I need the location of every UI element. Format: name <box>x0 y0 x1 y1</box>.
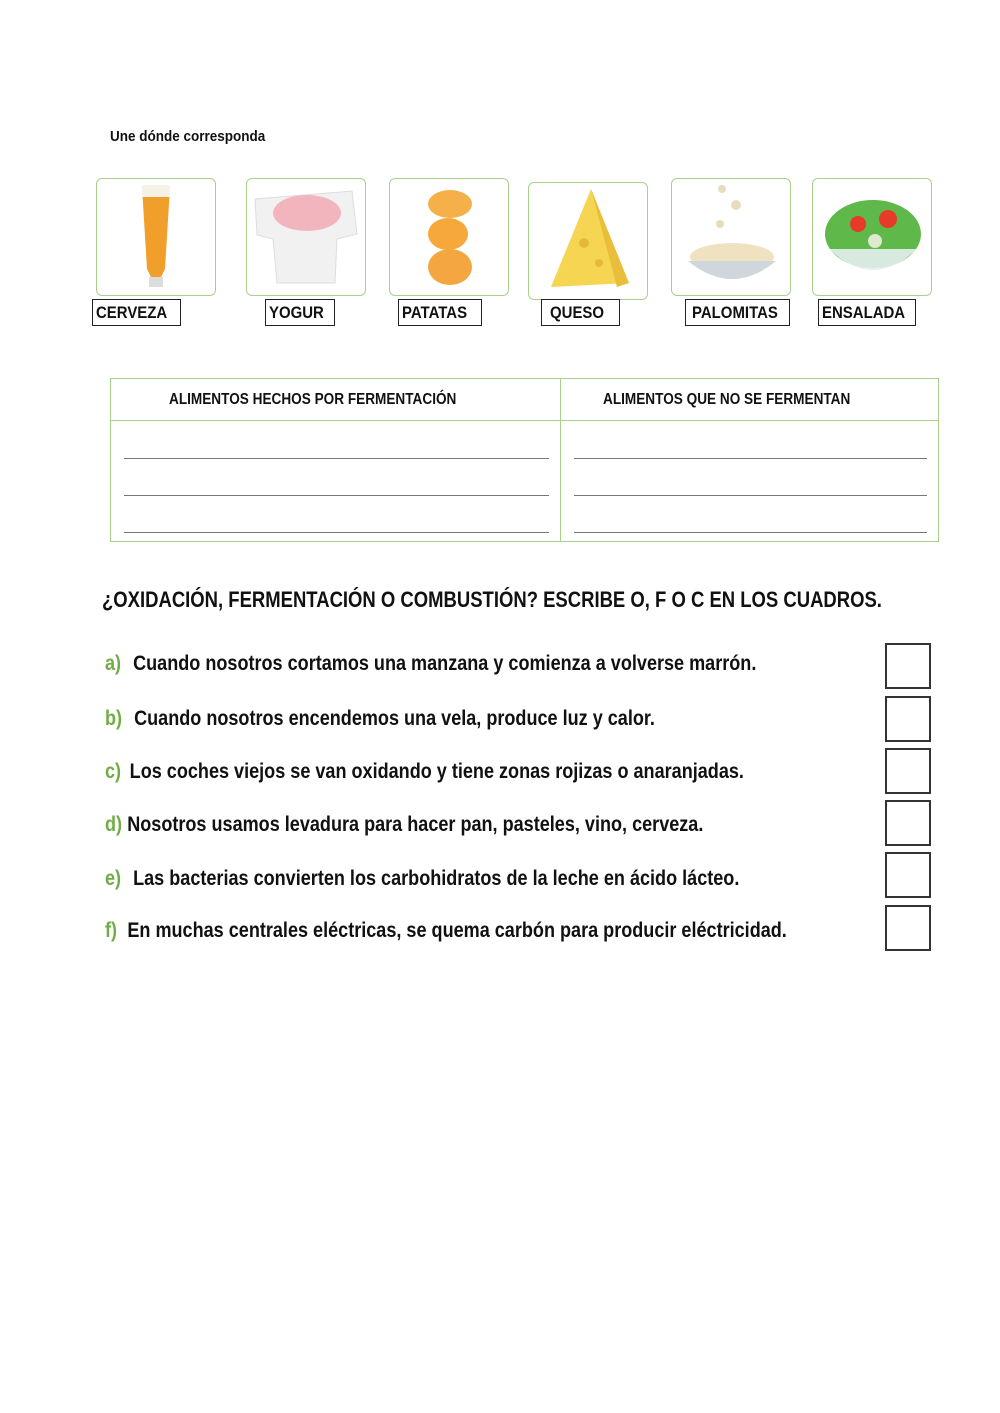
answer-box-f[interactable] <box>885 905 931 951</box>
beer-image-card <box>96 178 216 296</box>
question-d: d) Nosotros usamos levadura para hacer pan, pasteles, vino, cerveza. <box>105 813 704 836</box>
answer-box-a[interactable] <box>885 643 931 689</box>
question-c: c) Los coches viejos se van oxidando y tiene zonas rojizas o anaranjadas. <box>105 760 744 783</box>
label-palomitas[interactable]: PALOMITAS <box>685 299 790 326</box>
fermented-answer-line-1[interactable] <box>124 422 549 459</box>
question-b: b) Cuando nosotros encendemos una vela, produce luz y calor. <box>105 707 655 730</box>
header-fermented: ALIMENTOS HECHOS POR FERMENTACIÓN <box>111 379 561 421</box>
fermented-answer-line-3[interactable] <box>124 496 549 533</box>
popcorn-icon <box>672 179 790 295</box>
not-fermented-answer-line-1[interactable] <box>574 422 927 459</box>
fermented-answer-line-2[interactable] <box>124 459 549 496</box>
label-yogur[interactable]: YOGUR <box>265 299 335 326</box>
answer-box-d[interactable] <box>885 800 931 846</box>
yogurt-image-card <box>246 178 366 296</box>
question-a: a) Cuando nosotros cortamos una manzana y comienza a volverse marrón. <box>105 652 757 675</box>
cheese-image-card <box>528 182 648 300</box>
label-patatas[interactable]: PATATAS <box>398 299 482 326</box>
question-e: e) Las bacterias convierten los carbohidratos de la leche en ácido lácteo. <box>105 867 740 890</box>
not-fermented-column <box>560 421 938 542</box>
label-queso[interactable]: QUESO <box>541 299 620 326</box>
question-f: f) En muchas centrales eléctricas, se quema carbón para producir eléctricidad. <box>105 919 787 942</box>
fermented-column <box>111 421 561 542</box>
instruction-text: Une dónde corresponda <box>110 128 266 145</box>
classification-table <box>110 378 939 542</box>
label-cerveza[interactable]: CERVEZA <box>92 299 181 326</box>
answer-box-c[interactable] <box>885 748 931 794</box>
section-title: ¿OXIDACIÓN, FERMENTACIÓN O COMBUSTIÓN? ESCRIBE O, F O C EN LOS CUADROS. <box>102 587 882 612</box>
chips-image-card <box>389 178 509 296</box>
label-ensalada[interactable]: ENSALADA <box>818 299 916 326</box>
salad-image-card <box>812 178 932 296</box>
beer-glass-icon <box>97 179 215 295</box>
yogurt-icon <box>247 179 365 295</box>
cheese-icon <box>529 183 647 299</box>
answer-box-b[interactable] <box>885 696 931 742</box>
not-fermented-answer-line-2[interactable] <box>574 459 927 496</box>
salad-icon <box>813 179 931 295</box>
popcorn-image-card <box>671 178 791 296</box>
not-fermented-answer-line-3[interactable] <box>574 496 927 533</box>
answer-box-e[interactable] <box>885 852 931 898</box>
potato-chips-icon <box>390 179 508 295</box>
header-not-fermented: ALIMENTOS QUE NO SE FERMENTAN <box>560 379 938 421</box>
